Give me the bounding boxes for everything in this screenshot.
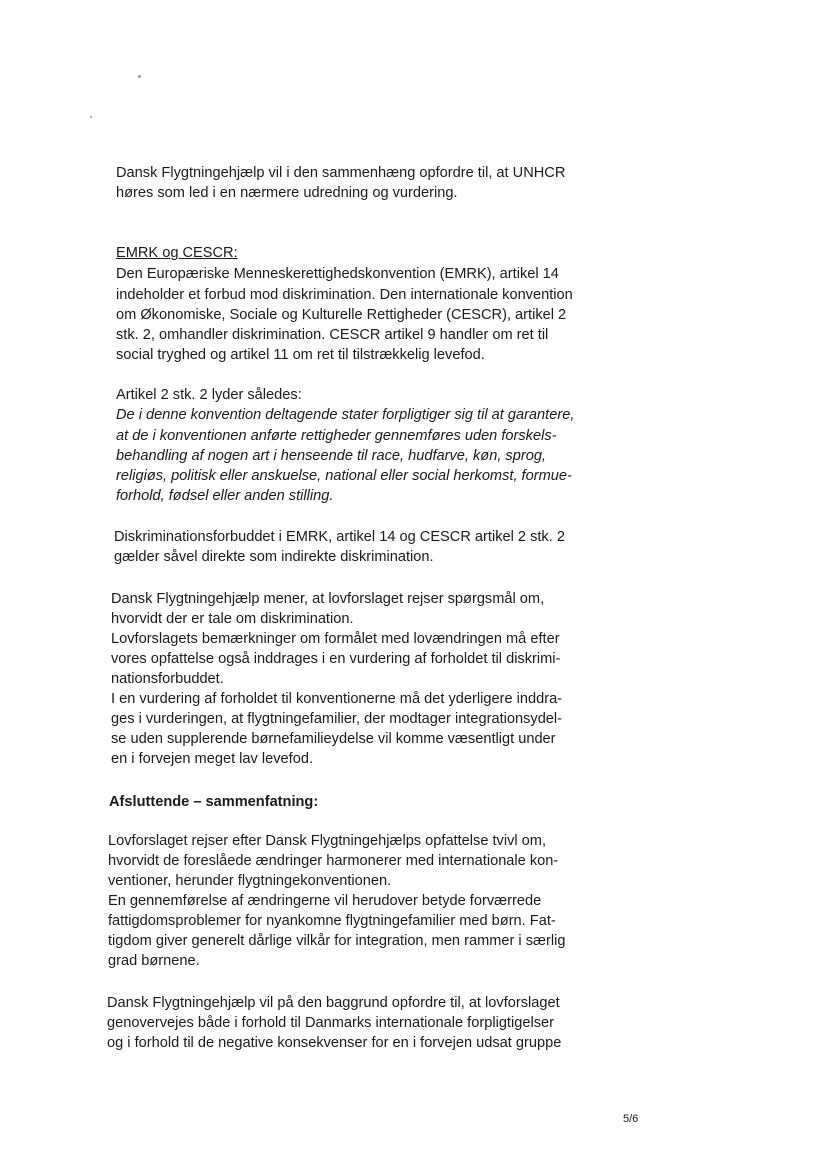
text-line: Den Europæriske Menneskerettighedskonvention (EMRK), artikel 14 xyxy=(116,266,559,282)
text-line: fattigdomsproblemer for nyankomne flygtningefamilier med børn. Fat- xyxy=(108,913,556,929)
page-number: 5/6 xyxy=(623,1113,639,1125)
text-line: ges i vurderingen, at flygtningefamilier, der modtager integrationsydel- xyxy=(111,711,563,727)
text-line: Lovforslagets bemærkninger om formålet med lovændringen må efter xyxy=(111,631,560,647)
text-line: og i forhold til de negative konsekvenser for en i forvejen udsat gruppe xyxy=(107,1035,562,1051)
text-line: grad børnene. xyxy=(108,953,200,969)
text-line: ventioner, herunder flygtningekonventionen. xyxy=(108,873,392,889)
quote-line: behandling af nogen art i henseende til race, hudfarve, køn, sprog, xyxy=(116,448,546,464)
scan-speck xyxy=(90,116,92,118)
text-line: Diskriminationsforbuddet i EMRK, artikel 14 og CESCR artikel 2 stk. 2 xyxy=(114,529,565,545)
scan-speck xyxy=(138,75,141,78)
text-line: hvorvidt der er tale om diskrimination. xyxy=(111,611,354,627)
section-heading-emrk: EMRK og CESCR: xyxy=(116,245,238,261)
text-line: stk. 2, omhandler diskrimination. CESCR artikel 9 handler om ret til xyxy=(116,327,549,343)
quote-line: De i denne konvention deltagende stater forpligtiger sig til at garantere, xyxy=(116,407,575,423)
text-line: social tryghed og artikel 11 om ret til tilstrækkelig levefod. xyxy=(116,347,485,363)
text-line: Dansk Flygtningehjælp mener, at lovforslaget rejser spørgsmål om, xyxy=(111,591,545,607)
text-line: indeholder et forbud mod diskrimination. Den internationale konvention xyxy=(116,287,573,303)
text-line: Artikel 2 stk. 2 lyder således: xyxy=(116,387,302,403)
text-line: om Økonomiske, Sociale og Kulturelle Rettigheder (CESCR), artikel 2 xyxy=(116,307,567,323)
text-line: gælder såvel direkte som indirekte diskrimination. xyxy=(114,549,434,565)
text-line: genovervejes både i forhold til Danmarks internationale forpligtigelser xyxy=(107,1015,554,1031)
text-line: vores opfattelse også inddrages i en vurdering af forholdet til diskrimi- xyxy=(111,651,561,667)
text-line: nationsforbuddet. xyxy=(111,671,224,687)
text-line: en i forvejen meget lav levefod. xyxy=(111,751,313,767)
text-line: Dansk Flygtningehjælp vil i den sammenhæng opfordre til, at UNHCR xyxy=(116,165,566,181)
text-line: Lovforslaget rejser efter Dansk Flygtningehjælps opfattelse tvivl om, xyxy=(108,833,547,849)
quote-line: religiøs, politisk eller anskuelse, national eller social herkomst, formue- xyxy=(116,468,572,484)
quote-line: at de i konventionen anførte rettigheder gennemføres uden forskels- xyxy=(116,428,557,444)
text-line: Dansk Flygtningehjælp vil på den baggrund opfordre til, at lovforslaget xyxy=(107,995,560,1011)
text-line: se uden supplerende børnefamilieydelse vil komme væsentligt under xyxy=(111,731,556,747)
quote-line: forhold, fødsel eller anden stilling. xyxy=(116,488,334,504)
text-line: I en vurdering af forholdet til konventionerne må det yderligere inddra- xyxy=(111,691,563,707)
text-line: hvorvidt de foreslåede ændringer harmonerer med internationale kon- xyxy=(108,853,559,869)
section-heading-summary: Afsluttende – sammenfatning: xyxy=(109,794,319,810)
text-line: høres som led i en nærmere udredning og vurdering. xyxy=(116,185,458,201)
text-line: tigdom giver generelt dårlige vilkår for integration, men rammer i særlig xyxy=(108,933,566,949)
text-line: En gennemførelse af ændringerne vil herudover betyde forværrede xyxy=(108,893,542,909)
